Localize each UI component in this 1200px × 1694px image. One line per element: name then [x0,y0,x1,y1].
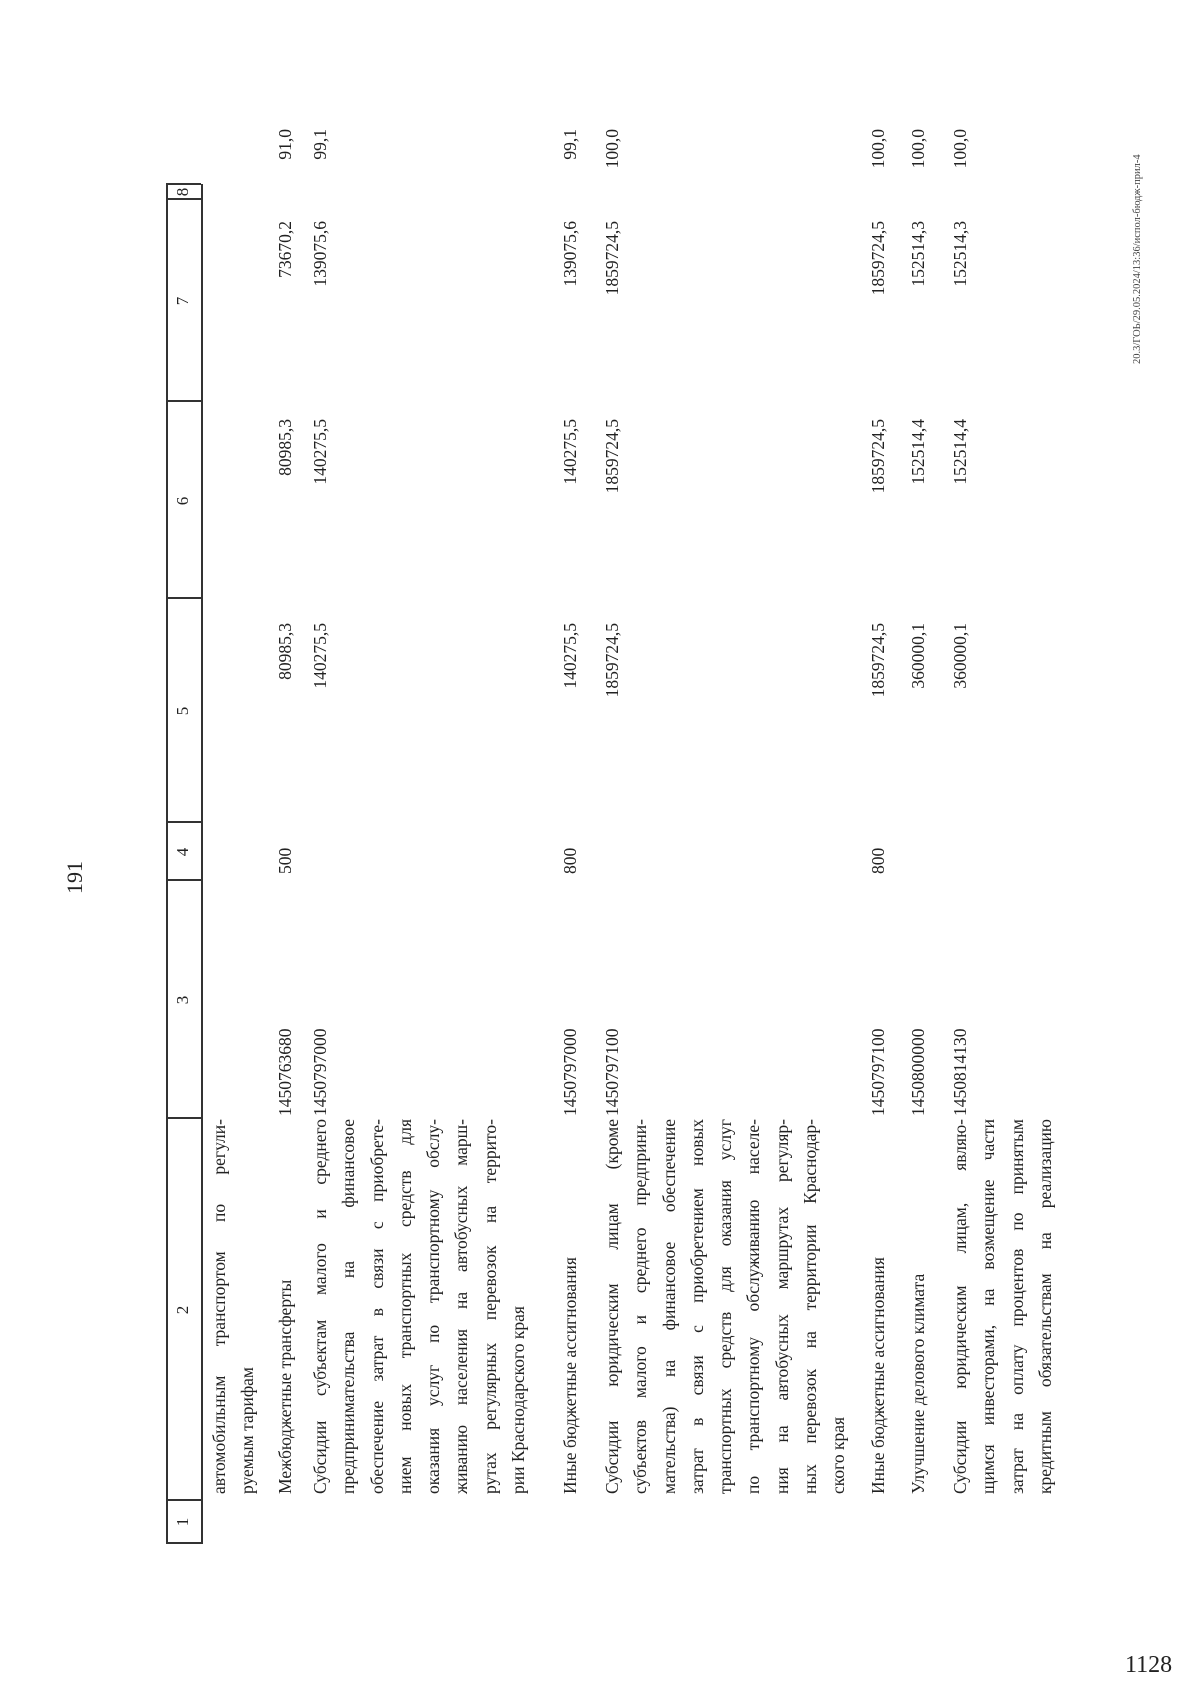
description-line: затрат на оплату процентов по принятым [1006,1119,1027,1494]
description-line: Субсидии юридическим лицам (кроме [602,1119,622,1494]
cell-col8: 100,0 [908,129,928,169]
header-divider [166,1543,201,1545]
description-line: оказания услуг по транспортному обслу- [423,1119,444,1494]
cell-code: 1450797000 [560,1028,580,1116]
row-description [864,1119,892,1494]
description-line: Иные бюджетные ассигнования [560,1257,580,1494]
description-line: ных перевозок на территории Краснодар- [800,1119,821,1494]
cell-col8: 99,1 [560,129,580,160]
cell-col7: 152514,3 [950,221,970,287]
row-description [306,1119,532,1494]
description-line: затрат в связи с приобретением новых [686,1119,707,1494]
cell-col6: 140275,5 [310,419,330,485]
row-description [556,1119,584,1494]
cell-col7: 139075,6 [560,221,580,287]
cell-col8: 100,0 [602,129,622,169]
header-divider [166,822,201,824]
cell-code: 1450800000 [908,1028,928,1116]
description-line: обеспечение затрат в связи с приобрете- [366,1119,387,1494]
description-line: ского края [828,1416,849,1494]
description-line: живанию населения на автобусных марш- [451,1119,472,1494]
description-line: мательства) на финансовое обеспечение [658,1119,679,1494]
cell-col6: 80985,3 [275,419,295,476]
cell-col7: 139075,6 [310,221,330,287]
description-line: предпринимательства на финансовое [338,1119,359,1494]
cell-col6: 1859724,5 [602,419,622,494]
cell-code: 1450797100 [868,1028,888,1116]
cell-col5: 1859724,5 [602,623,622,698]
table-top-border [166,184,168,1544]
sheet-number: 1128 [1125,1652,1173,1678]
description-line: Субсидии субъектам малого и среднего [310,1119,330,1494]
cell-col6: 1859724,5 [868,419,888,494]
cell-col5: 360000,1 [908,623,928,689]
table-header-bottom-border [201,184,203,1544]
row-description [205,1119,262,1494]
cell-col6: 140275,5 [560,419,580,485]
cell-expense-type: 800 [868,847,888,874]
row-description [271,1119,299,1494]
row-description [904,1119,932,1494]
row-description [598,1119,853,1494]
cell-col7: 152514,3 [908,221,928,287]
cell-col7: 1859724,5 [602,221,622,296]
column-number-6: 6 [173,496,192,506]
column-number-8: 8 [173,187,192,197]
description-line: рии Краснодарского края [508,1306,529,1494]
description-line: транспортных средств для оказания услуг [715,1119,736,1494]
column-number-5: 5 [173,706,192,716]
cell-col5: 140275,5 [310,623,330,689]
description-line: кредитным обязательствам на реализацию [1034,1119,1055,1494]
cell-expense-type: 500 [275,847,295,874]
cell-code: 1450797100 [602,1028,622,1116]
column-number-4: 4 [173,847,192,857]
footer-file-path: 20.3/ГОЬ/29.05.2024/13:36/испол-бюдж-прил-4 [1132,154,1143,364]
cell-col8: 91,0 [275,129,295,160]
cell-col7: 73670,2 [275,221,295,278]
row-description [946,1119,1059,1494]
description-line: Иные бюджетные ассигнования [868,1257,888,1494]
cell-col7: 1859724,5 [868,221,888,296]
cell-code: 1450797000 [310,1028,330,1116]
header-divider [166,1500,201,1502]
column-number-1: 1 [173,1517,192,1527]
description-line: рутах регулярных перевозок на террито- [479,1119,500,1494]
cell-col5: 140275,5 [560,623,580,689]
header-divider [166,401,201,403]
cell-col8: 100,0 [868,129,888,169]
cell-code: 1450814130 [950,1028,970,1116]
cell-code: 1450763680 [275,1028,295,1116]
column-number-7: 7 [173,296,192,306]
cell-col6: 152514,4 [950,419,970,485]
page-number: 191 [62,861,87,894]
header-divider [166,1118,201,1120]
cell-expense-type: 800 [560,847,580,874]
column-number-2: 2 [173,1305,192,1315]
description-line: нием новых транспортных средств для [394,1119,415,1494]
cell-col8: 99,1 [310,129,330,160]
cell-col5: 80985,3 [275,623,295,680]
header-divider [166,880,201,882]
description-line: Субсидии юридическим лицам, являю- [950,1119,970,1494]
column-number-3: 3 [173,995,192,1005]
description-line: по транспортному обслуживанию населе- [743,1119,764,1494]
description-line: руемым тарифам [237,1366,258,1494]
cell-col5: 360000,1 [950,623,970,689]
description-line: ния на автобусных маршрутах регуляр- [771,1119,792,1494]
cell-col6: 152514,4 [908,419,928,485]
description-line: автомобильным транспортом по регули- [209,1119,229,1494]
cell-col5: 1859724,5 [868,623,888,698]
header-divider [166,598,201,600]
description-line: субъектов малого и среднего предприни- [630,1119,651,1494]
description-line: Улучшение делового климата [908,1273,928,1494]
description-line: щимся инвесторами, на возмещение части [978,1119,999,1494]
description-line: Межбюджетные трансферты [275,1279,295,1494]
cell-col8: 100,0 [950,129,970,169]
